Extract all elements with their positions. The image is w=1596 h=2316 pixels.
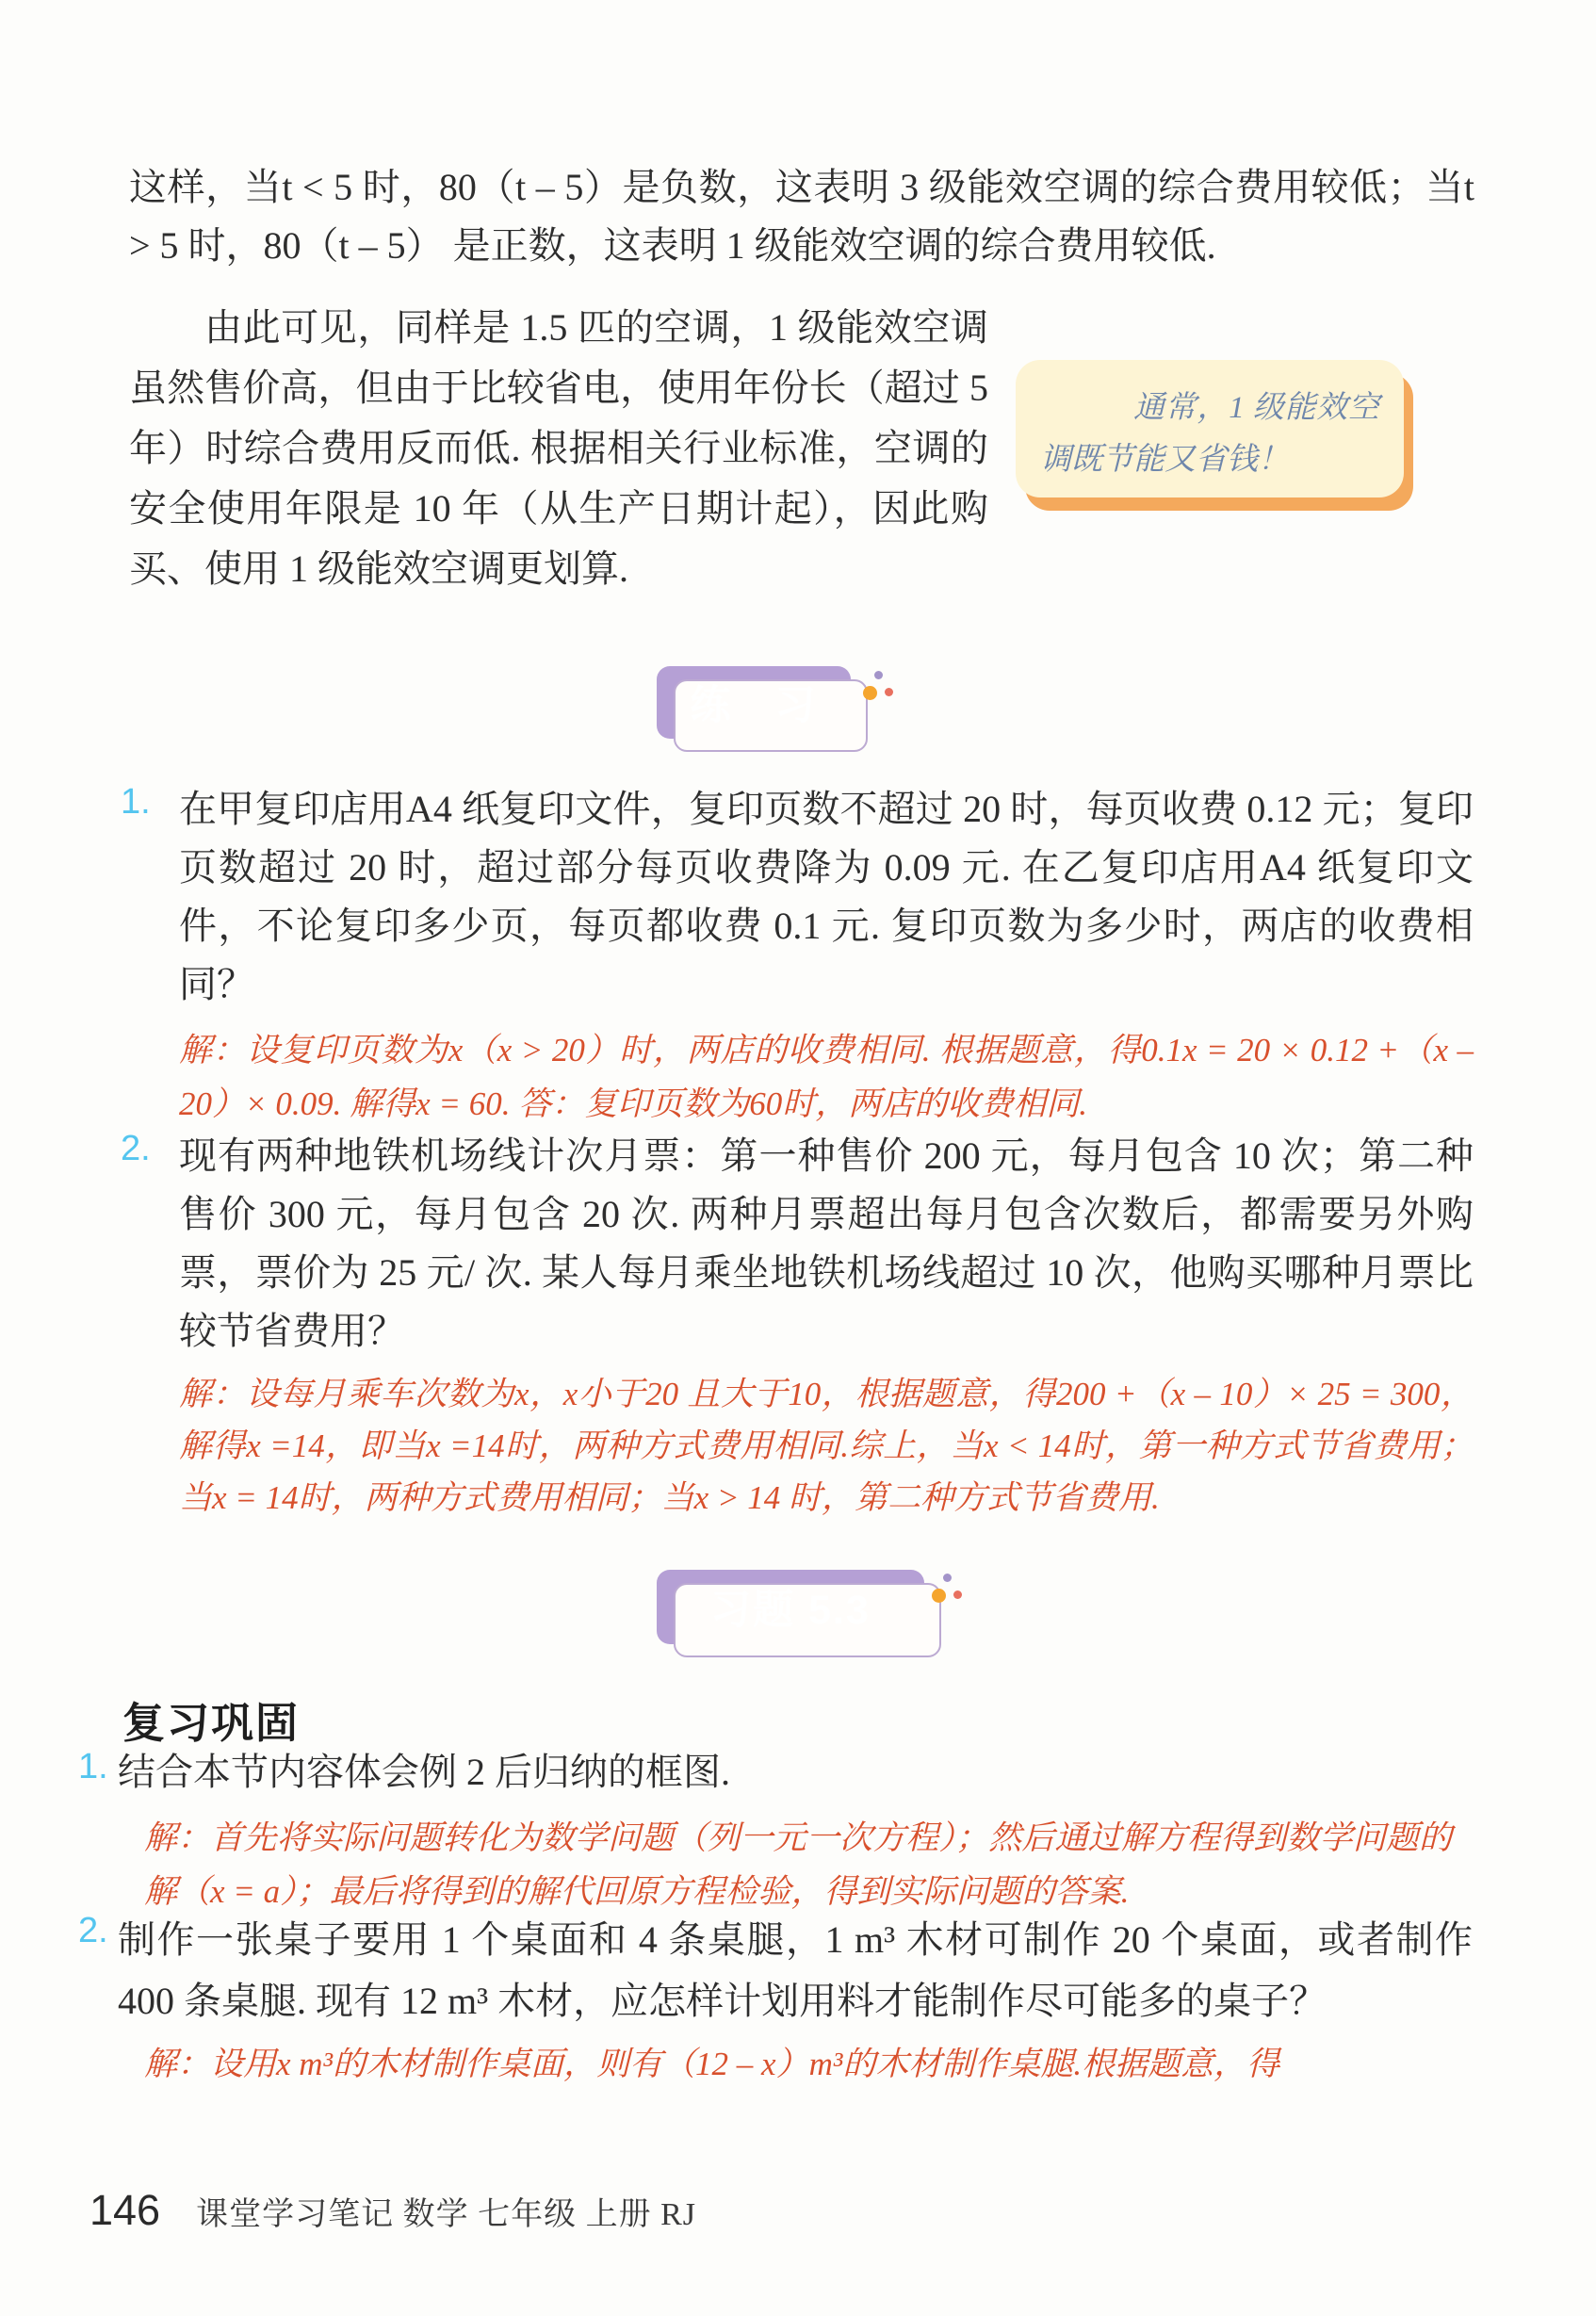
exercise-problem-2 xyxy=(121,1127,1474,1524)
handwritten-answer: 解：首先将实际问题转化为数学问题（列一元一次方程）；然后通过解方程得到数学问题的解（x = a）；最后将得到的解代回原方程检验，得到实际问题的答案. xyxy=(144,1819,1452,1910)
intro-paragraph-conclusion: 由此可见，同样是 1.5 匹的空调，1 级能效空调虽然售价高，但由于比较省电，使用年份长（超过 5 年）时综合费用反而低. 根据相关行业标准，空调的安全使用年限是 10 年（从生产日期计起），因此购买、使用 1 级能效空调更划算. xyxy=(129,306,988,590)
orange-dot-icon xyxy=(863,686,877,700)
review-subsection-title: 复习巩固 xyxy=(122,1699,301,1747)
red-dot-icon xyxy=(885,688,893,696)
tip-callout-text: 通常，1 级能效空调既节能又省钱！ xyxy=(1040,391,1379,477)
homework-problem-2 xyxy=(78,1909,1474,2091)
purple-dot-icon xyxy=(874,671,883,679)
page-footer xyxy=(90,2186,696,2235)
decorative-dots-homework xyxy=(928,1572,985,1609)
exercise-badge-label: 练 习 xyxy=(690,683,818,728)
problem-question: 在甲复印店用A4 纸复印文件，复印页数不超过 20 时，每页收费 0.12 元；复印页数超过 20 时，超过部分每页收费降为 0.09 元. 在乙复印店用A4 纸复印文件，不论复印多少页，每页都收费 0.1 元. 复印页数为多少时，两店的收费相同？ xyxy=(179,788,1474,1005)
exercise-problem-1 xyxy=(121,780,1474,1131)
tip-callout-box xyxy=(1016,360,1404,497)
intro-paragraph-energy-comparison: 这样，当t < 5 时，80（t – 5）是负数，这表明 3 级能效空调的综合费用较低；当t > 5 时，80（t – 5） 是正数，这表明 1 级能效空调的综合费用较低. xyxy=(129,166,1474,267)
exercise-section-badge xyxy=(657,666,851,739)
footer-caption: 课堂学习笔记 数学 七年级 上册 RJ xyxy=(196,2197,697,2232)
problem-number: 1. xyxy=(121,782,151,822)
handwritten-answer: 解：设复印页数为x（x > 20）时，两店的收费相同. 根据题意，得0.1x = 20 × 0.12 +（x – 20）× 0.09. 解得x = 60. 答：复印页数为60时，两店的收费相同. xyxy=(179,1032,1474,1122)
problem-question: 制作一张桌子要用 1 个桌面和 4 条桌腿，1 m³ 木材可制作 20 个桌面，或者制作 400 条桌腿. 现有 12 m³ 木材，应怎样计划用料才能制作尽可能多的桌子？ xyxy=(118,1918,1473,2022)
red-dot-icon xyxy=(953,1590,962,1599)
decorative-dots-exercise xyxy=(859,669,916,707)
problem-number: 2. xyxy=(121,1129,151,1168)
homework-badge-label: 习题 5.3 xyxy=(710,1588,871,1633)
homework-section-badge xyxy=(657,1570,924,1644)
purple-dot-icon xyxy=(943,1574,952,1582)
orange-dot-icon xyxy=(932,1589,946,1603)
problem-question: 现有两种地铁机场线计次月票：第一种售价 200 元，每月包含 10 次；第二种售价 300 元，每月包含 20 次. 两种月票超出每月包含次数后，都需要另外购票，票价为 25 元/ 次. 某人每月乘坐地铁机场线超过 10 次，他购买哪种月票比较节省费用？ xyxy=(179,1134,1474,1352)
page-number: 146 xyxy=(90,2186,161,2234)
problem-question: 结合本节内容体会例 2 后归纳的框图. xyxy=(118,1751,730,1793)
problem-number: 2. xyxy=(78,1911,108,1950)
homework-problem-1 xyxy=(78,1745,1474,1918)
handwritten-answer: 解：设每月乘车次数为x，x小于20 且大于10，根据题意，得200 +（x – 10）× 25 = 300，解得x =14，即当x =14时，两种方式费用相同.综上，当x < 14时，第一种方式节省费用；当x = 14时，两种方式费用相同；当x > 14 时，第二种方式节省费用. xyxy=(179,1376,1474,1516)
handwritten-answer: 解：设用x m³的木材制作桌面，则有（12 – x）m³的木材制作桌腿.根据题意，得 xyxy=(144,2046,1280,2082)
problem-number: 1. xyxy=(78,1747,108,1786)
